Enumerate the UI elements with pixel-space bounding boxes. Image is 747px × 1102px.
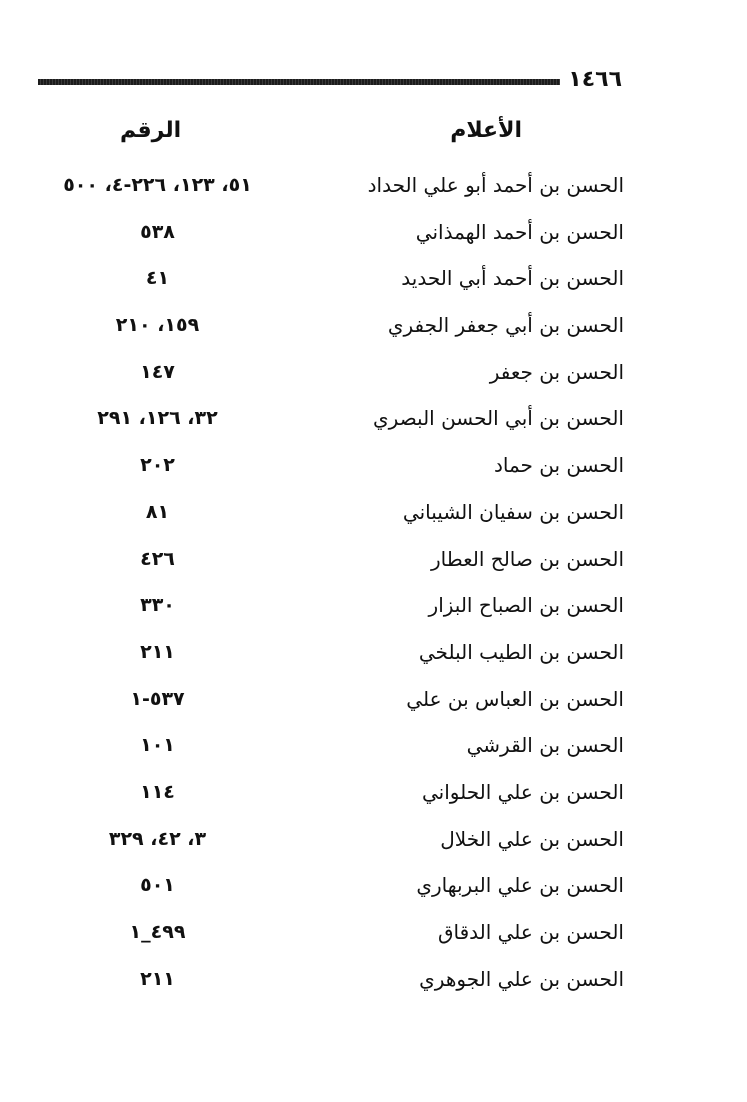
numbers-column-header: الرقم — [120, 118, 182, 143]
entry-name: الحسن بن القرشي — [466, 733, 624, 758]
entry-pages: ١٥٩، ٢١٠ — [115, 314, 200, 337]
entry-name: الحسن بن أبي جعفر الجفري — [387, 313, 624, 338]
index-list — [0, 164, 747, 1004]
header-rule — [38, 79, 560, 85]
entry-pages: ٥٣٨ — [140, 220, 175, 243]
entry-name: الحسن بن الطيب البلخي — [418, 639, 624, 664]
entry-name: الحسن بن أحمد أبو علي الحداد — [367, 173, 624, 197]
entry-name: الحسن بن العباس بن علي — [406, 686, 624, 711]
index-row — [0, 631, 747, 678]
names-column-header: الأعلام — [450, 118, 522, 143]
index-row — [0, 491, 747, 538]
entry-pages: ١٤٧ — [140, 360, 175, 383]
entry-name: الحسن بن الصباح البزار — [428, 593, 624, 618]
entry-name: الحسن بن علي الخلال — [440, 826, 624, 851]
entry-name: الحسن بن أحمد الهمذاني — [415, 219, 624, 244]
entry-pages: ٣٣٠ — [140, 594, 175, 617]
index-row — [0, 958, 747, 1005]
entry-pages: ٥٣٧-١ — [130, 687, 185, 710]
entry-name: الحسن بن علي البربهاري — [416, 873, 624, 898]
entry-pages: ٢٠٢ — [140, 454, 175, 477]
entry-pages: ٤٢٦ — [140, 547, 175, 570]
entry-name: الحسن بن صالح العطار — [430, 546, 624, 571]
index-row — [0, 538, 747, 585]
entry-name: الحسن بن علي الدقاق — [437, 920, 624, 944]
entry-pages: ٣٢، ١٢٦، ٢٩١ — [97, 407, 218, 430]
index-row — [0, 771, 747, 818]
index-row — [0, 304, 747, 351]
index-row — [0, 818, 747, 865]
entry-pages: ١٠١ — [140, 734, 175, 757]
entry-name: الحسن بن جعفر — [489, 359, 624, 384]
index-row — [0, 864, 747, 911]
entry-pages: ٢١١ — [140, 640, 175, 663]
index-row — [0, 584, 747, 631]
entry-name: الحسن بن علي الحلواني — [421, 779, 624, 804]
entry-name: الحسن بن حماد — [493, 453, 624, 478]
entry-pages: ٥٠١ — [140, 874, 175, 897]
index-row — [0, 724, 747, 771]
index-row — [0, 444, 747, 491]
index-row — [0, 678, 747, 725]
index-row — [0, 911, 747, 958]
entry-pages: ٥١، ١٢٣، ٢٢٦-٤، ٥٠٠ — [63, 174, 252, 196]
index-row — [0, 211, 747, 258]
index-row — [0, 397, 747, 444]
entry-pages: ١١٤ — [140, 780, 175, 803]
entry-pages: ٤٩٩_١ — [129, 921, 186, 943]
index-row — [0, 164, 747, 211]
entry-pages: ٨١ — [145, 500, 170, 523]
entry-pages: ٤١ — [145, 267, 170, 290]
entry-name: الحسن بن سفيان الشيباني — [402, 499, 624, 524]
entry-pages: ٣، ٤٢، ٣٢٩ — [108, 827, 207, 850]
entry-pages: ٢١١ — [140, 967, 175, 990]
entry-name: الحسن بن أبي الحسن البصري — [373, 406, 624, 431]
page-number: ١٤٦٦ — [568, 67, 622, 92]
entry-name: الحسن بن علي الجوهري — [419, 966, 624, 991]
index-row — [0, 257, 747, 304]
index-row — [0, 351, 747, 398]
entry-name: الحسن بن أحمد أبي الحديد — [401, 266, 624, 291]
